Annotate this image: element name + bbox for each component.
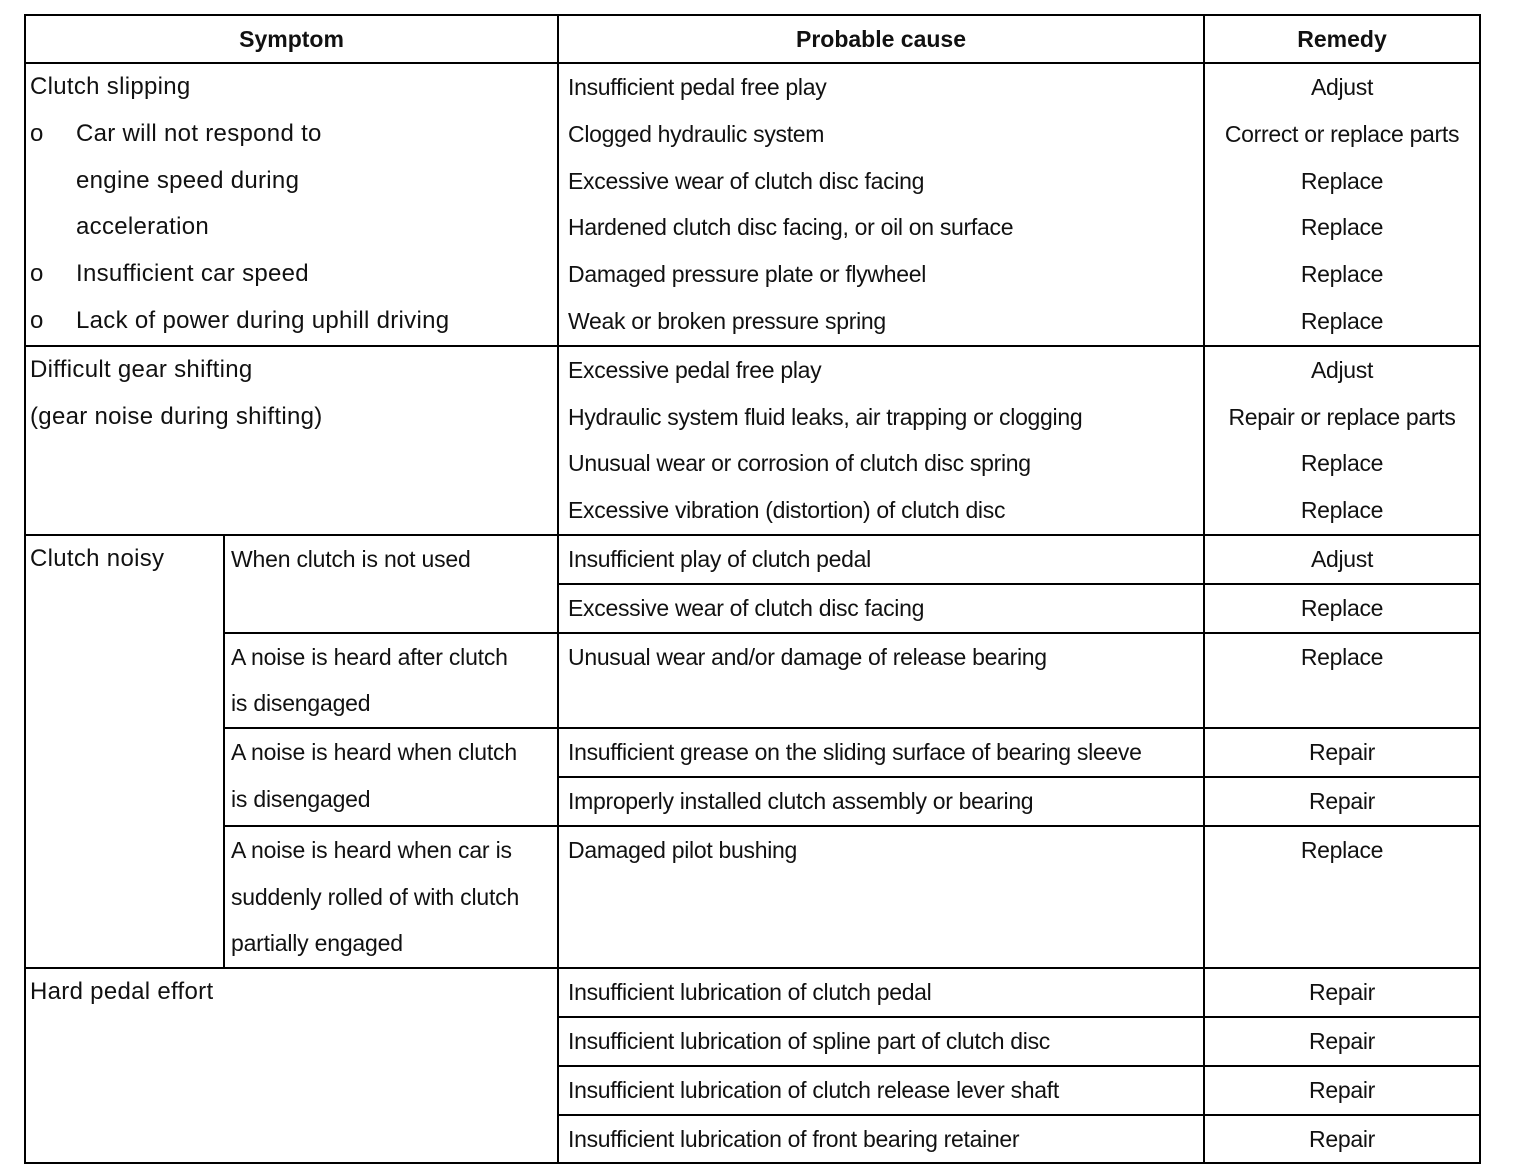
cause-line: Clogged hydraulic system [568, 120, 825, 147]
row-clutch-noisy-1a [25, 535, 1480, 584]
symptom-clutch-noisy [25, 535, 224, 968]
remedy-line: Replace [1300, 450, 1384, 477]
cause-cell [558, 728, 1204, 777]
remedy-cell [1204, 584, 1480, 633]
row-clutch-slipping [25, 63, 1480, 346]
remedy-line: Replace [1300, 167, 1384, 194]
symptom-header: Symptom [25, 15, 558, 63]
cause-line: Hardened clutch disc facing, or oil on surface [568, 214, 1014, 241]
remedy-line: Replace [1300, 497, 1384, 524]
troubleshooting-table [24, 14, 1481, 1164]
sub-symptom-cell [224, 826, 558, 968]
remedy-line: Replace [1300, 261, 1384, 288]
cause-cell [558, 1115, 1204, 1164]
cause-line: Excessive pedal free play [568, 356, 822, 383]
remedy-cell [1204, 777, 1480, 826]
remedy-cell [1204, 728, 1480, 777]
sub-symptom-line: When clutch is not used [231, 545, 471, 572]
sub-symptom-cell [224, 633, 558, 729]
sub-symptom-cell [224, 535, 558, 633]
cause-line: Insufficient lubrication of spline part of clutch disc [568, 1027, 1050, 1054]
row-hard-pedal-effort-1 [25, 968, 1480, 1017]
symptom-bullet-continuation: engine speed during [76, 166, 300, 194]
cause-line: Insufficient pedal free play [568, 74, 827, 100]
cause-line: Improperly installed clutch assembly or bearing [568, 787, 1034, 814]
remedy-line: Repair [1309, 1125, 1375, 1152]
row-clutch-noisy-4 [25, 826, 1480, 968]
remedy-line: Repair [1309, 1076, 1375, 1103]
remedy-cell [1204, 968, 1480, 1017]
cause-line: Excessive wear of clutch disc facing [568, 594, 925, 621]
symptom-bullet-item: o Lack of power during uphill driving [30, 306, 450, 334]
remedy-cell [1204, 63, 1480, 346]
remedy-line: Correct or replace parts [1224, 120, 1460, 147]
sub-symptom-line: A noise is heard after clutch [231, 643, 508, 670]
remedy-line: Adjust [1310, 545, 1374, 572]
row-clutch-noisy-3a [25, 728, 1480, 777]
cause-line: Insufficient lubrication of clutch pedal [568, 979, 932, 1006]
remedy-cell [1204, 1115, 1480, 1164]
remedy-cell [1204, 1066, 1480, 1115]
cause-line: Damaged pressure plate or flywheel [568, 261, 927, 288]
cause-cell [558, 777, 1204, 826]
cause-cell [558, 63, 1204, 346]
remedy-cell [1204, 1017, 1480, 1066]
cause-cell [558, 1017, 1204, 1066]
cause-cell [558, 968, 1204, 1017]
remedy-line: Replace [1300, 836, 1384, 863]
remedy-line: Replace [1300, 214, 1384, 241]
cause-cell [558, 346, 1204, 535]
cause-line: Insufficient lubrication of front bearing retainer [568, 1125, 1020, 1152]
symptom-bullet-item: o Car will not respond to [30, 119, 322, 147]
symptom-difficult-gear-shifting [25, 346, 558, 535]
remedy-line: Repair [1309, 1027, 1375, 1054]
cause-line: Excessive vibration (distortion) of clutch disc [568, 497, 1006, 524]
sub-symptom-line: A noise is heard when clutch [231, 739, 517, 766]
cause-header: Probable cause [558, 15, 1204, 63]
remedy-line: Replace [1300, 643, 1384, 670]
remedy-line: Replace [1300, 594, 1384, 621]
cause-cell [558, 535, 1204, 584]
cause-line: Insufficient grease on the sliding surface of bearing sleeve [568, 739, 1142, 766]
symptom-title: Clutch slipping [30, 73, 191, 100]
remedy-line: Repair or replace parts [1228, 403, 1456, 430]
symptom-hard-pedal-effort [25, 968, 558, 1163]
cause-cell [558, 1066, 1204, 1115]
symptom-title: Clutch noisy [30, 544, 165, 572]
cause-line: Unusual wear and/or damage of release bearing [568, 643, 1047, 670]
remedy-cell [1204, 346, 1480, 535]
remedy-header: Remedy [1204, 15, 1480, 63]
sub-symptom-line: is disengaged [231, 785, 371, 812]
cause-line: Insufficient lubrication of clutch release lever shaft [568, 1076, 1059, 1103]
symptom-subtitle: (gear noise during shifting) [30, 402, 323, 430]
remedy-line: Adjust [1310, 356, 1374, 383]
remedy-line: Adjust [1310, 74, 1374, 100]
cause-line: Hydraulic system fluid leaks, air trapping or clogging [568, 403, 1083, 430]
cause-line: Excessive wear of clutch disc facing [568, 167, 925, 194]
remedy-cell [1204, 535, 1480, 584]
symptom-title: Hard pedal effort [30, 978, 214, 1006]
row-difficult-gear-shifting [25, 346, 1480, 535]
cause-cell [558, 826, 1204, 968]
sub-symptom-cell [224, 728, 558, 826]
cause-line: Weak or broken pressure spring [568, 307, 886, 334]
sub-symptom-line: suddenly rolled of with clutch [231, 883, 520, 910]
symptom-bullet-item: o Insufficient car speed [30, 260, 309, 288]
cause-cell [558, 584, 1204, 633]
remedy-cell [1204, 826, 1480, 968]
sub-symptom-line: partially engaged [231, 930, 403, 957]
header-row [25, 15, 1480, 63]
sub-symptom-line: is disengaged [231, 690, 371, 717]
cause-cell [558, 633, 1204, 729]
sub-symptom-line: A noise is heard when car is [231, 836, 512, 863]
remedy-line: Repair [1309, 739, 1375, 766]
cause-line: Damaged pilot bushing [568, 836, 797, 863]
symptom-bullet-continuation: acceleration [76, 213, 210, 241]
remedy-line: Repair [1309, 787, 1375, 814]
remedy-line: Replace [1300, 307, 1384, 334]
remedy-line: Repair [1309, 979, 1375, 1006]
cause-line: Insufficient play of clutch pedal [568, 545, 871, 572]
remedy-cell [1204, 633, 1480, 729]
symptom-title: Difficult gear shifting [30, 355, 253, 383]
cause-line: Unusual wear or corrosion of clutch disc spring [568, 450, 1031, 477]
symptom-clutch-slipping [25, 63, 558, 346]
row-clutch-noisy-2 [25, 633, 1480, 729]
